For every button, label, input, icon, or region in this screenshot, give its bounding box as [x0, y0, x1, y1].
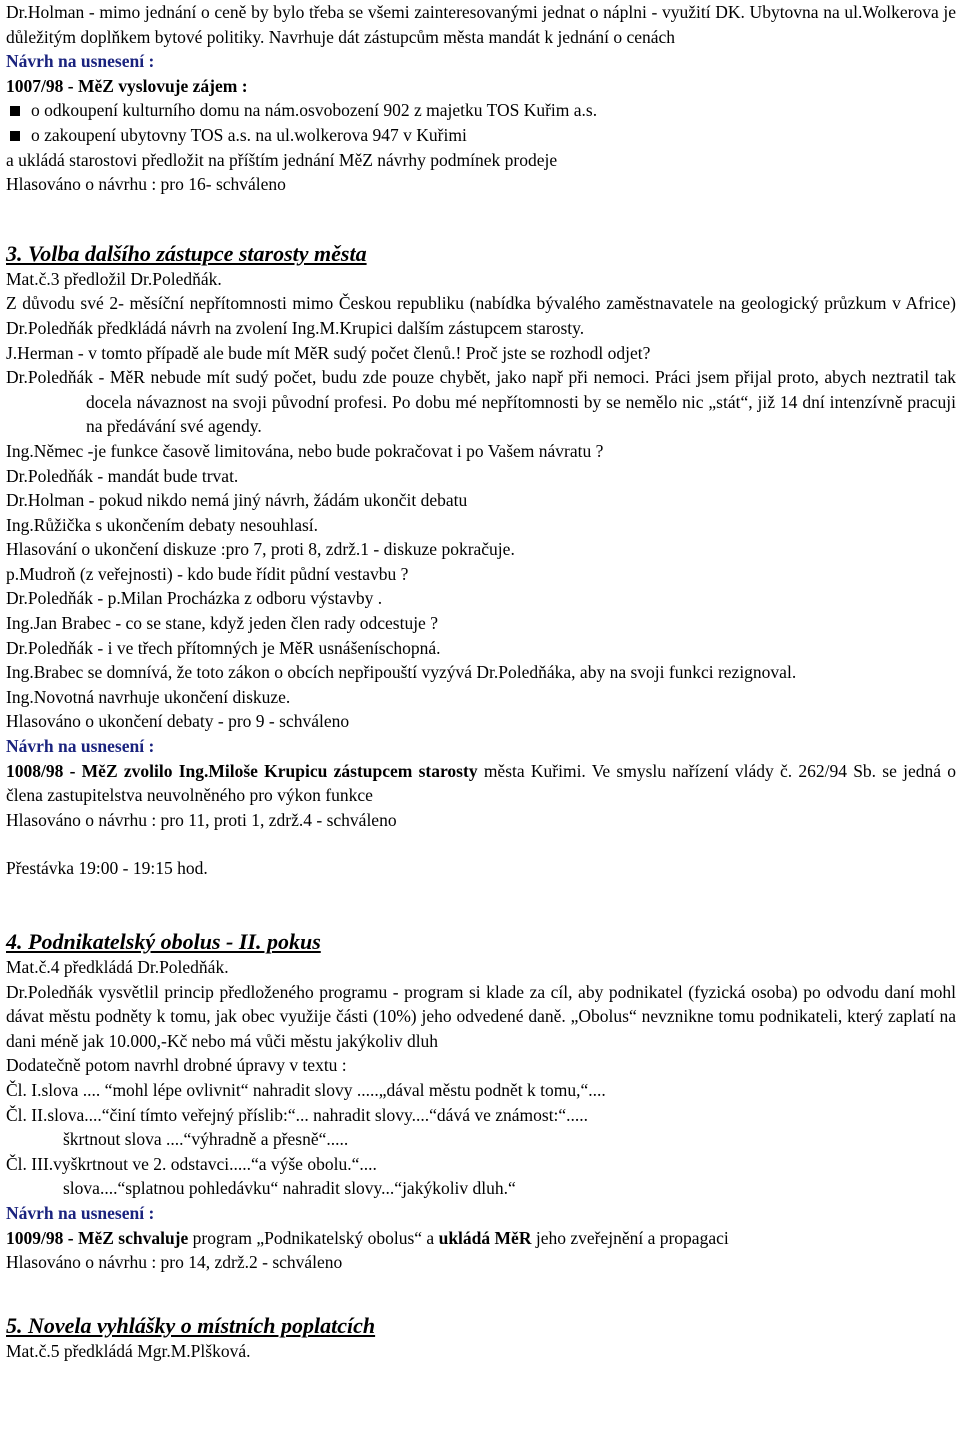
resolution-1007: 1007/98 - MěZ vyslovuje zájem :: [6, 75, 248, 96]
section-4-heading: 4. Podnikatelský obolus - II. pokus: [6, 929, 321, 954]
holman-statement: Dr.Holman - mimo jednání o ceně by bylo třeba se všemi zainteresovanými jednat o náplni - využití DK. Ubytovna na ul.Wolkerova je důležitým doplňkem bytové politiky. Navrhuje dát zástupcům města mandát k jednání o cenách: [6, 2, 956, 47]
resolution-1009-part4: jeho zveřejnění a propagaci: [531, 1227, 729, 1248]
article-change: Čl. III.vyškrtnout ve 2. odstavci.....“a výše obolu.“....: [6, 1153, 377, 1174]
vote-result: Hlasováno o návrhu : pro 11, proti 1, zdrž.4 - schváleno: [6, 809, 397, 830]
discussion-line: Ing.Jan Brabec - co se stane, když jeden člen rady odcestuje ?: [6, 613, 438, 634]
resolution-proposal-label: Návrh na usnesení :: [6, 1202, 155, 1223]
discussion-line: J.Herman - v tomto případě ale bude mít MěR sudý počet členů.! Proč jste se rozhodl odjet?: [6, 342, 651, 363]
break-note: Přestávka 19:00 - 19:15 hod.: [6, 858, 208, 879]
bullet-item: [6, 98, 956, 123]
document-page: [6, 0, 956, 1363]
resolution-proposal-label: Návrh na usnesení :: [6, 51, 155, 72]
article-change: Čl. I.slova .... “mohl lépe ovlivnit“ nahradit slovy .....„dával městu podnět k tomu,“....: [6, 1079, 606, 1100]
square-bullet-icon: [10, 131, 20, 141]
resolution-1008-rest: města Kuřimi. Ve smyslu nařízení vlády č. 262/94 Sb. se jedná o člena zastupitelstva neuvolněného pro výkon funkce: [6, 760, 956, 806]
bullet-text: o zakoupení ubytovny TOS a.s. na ul.wolkerova 947 v Kuřimi: [31, 124, 467, 145]
discussion-line: Ing.Němec -je funkce časově limitována, nebo bude pokračovat i po Vašem návratu ?: [6, 440, 604, 461]
discussion-line: Dr.Holman - pokud nikdo nemá jiný návrh, žádám ukončit debatu: [6, 490, 468, 511]
bullet-item: [6, 123, 956, 148]
discussion-line: p.Mudroň (z veřejnosti) - kdo bude řídit půdní vestavbu ?: [6, 563, 409, 584]
bullet-text: o odkoupení kulturního domu na nám.osvobození 902 z majetku TOS Kuřim a.s.: [31, 100, 598, 121]
resolution-proposal-label: Návrh na usnesení :: [6, 736, 155, 757]
resolution-1009: [6, 1226, 956, 1251]
resolution-1009-part3: ukládá MěR: [438, 1227, 532, 1248]
resolution-1008-bold: 1008/98 - MěZ zvolilo Ing.Miloše Krupicu zástupcem starosty: [6, 760, 478, 781]
article-change: slova....“splatnou pohledávku“ nahradit slovy...“jakýkoliv dluh.“: [63, 1178, 516, 1199]
discussion-line: Dr.Poledňák - i ve třech přítomných je MěR usnášeníschopná.: [6, 637, 441, 658]
explanation-paragraph: Dr.Poledňák vysvětlil princip předloženého programu - program si klade za cíl, aby podnikatel (fyzická osoba) po odvodu daní mohl dávat městu podněty k tomu, jak obec využije části (10%) jeho odvedené daně. „Obolus“ nevznikne tomu podnikateli, který zaplatí na dani méně jak 10.000,-Kč nebo má vůči městu jakýkoliv dluh: [6, 981, 956, 1051]
discussion-line: Dr.Poledňák - p.Milan Procházka z odboru výstavby .: [6, 588, 383, 609]
vote-result: Hlasováno o návrhu : pro 16- schváleno: [6, 174, 286, 195]
resolution-1008: [6, 759, 956, 808]
reason-paragraph: Z důvodu své 2- měsíční nepřítomnosti mimo Českou republiku (nabídka bývalého zaměstnavatele na geologický průzkum v Africe) Dr.Poledňák předkládá návrh na zvolení Ing.M.Krupici dalším zástupcem starosty.: [6, 293, 956, 338]
square-bullet-icon: [10, 106, 20, 116]
discussion-line: Hlasováno o ukončení debaty - pro 9 - schváleno: [6, 711, 350, 732]
additional-note: Dodatečně potom navrhl drobné úpravy v textu :: [6, 1055, 347, 1076]
material-note: Mat.č.3 předložil Dr.Poledňák.: [6, 268, 222, 289]
resolution-task: a ukládá starostovi předložit na příštím jednání MěZ návrhy podmínek prodeje: [6, 149, 558, 170]
section-3-heading: 3. Volba dalšího zástupce starosty města: [6, 240, 367, 266]
material-note: Mat.č.5 předkládá Mgr.M.Plšková.: [6, 1340, 251, 1361]
vote-result: Hlasováno o návrhu : pro 14, zdrž.2 - schváleno: [6, 1252, 343, 1273]
discussion-line: Dr.Poledňák - MěR nebude mít sudý počet, budu zde pouze chybět, jako např při nemoci. Práci jsem přijal proto, abych neztratil tak docela návaznost na svoji původní profesi. Po dobu mé nepřítomnosti by se nemělo nic „stát“, již 14 dní intenzívně pracuji na předávání své agendy.: [6, 367, 956, 437]
discussion-line: Ing.Novotná navrhuje ukončení diskuze.: [6, 686, 291, 707]
discussion-line: Hlasování o ukončení diskuze :pro 7, proti 8, zdrž.1 - diskuze pokračuje.: [6, 539, 515, 560]
discussion-line: Ing.Růžička s ukončením debaty nesouhlasí.: [6, 514, 319, 535]
section-5-heading: 5. Novela vyhlášky o místních poplatcích: [6, 1312, 376, 1338]
material-note: Mat.č.4 předkládá Dr.Poledňák.: [6, 957, 229, 977]
resolution-1009-part2: program „Podnikatelský obolus“ a: [188, 1227, 439, 1248]
article-change: škrtnout slova ....“výhradně a přesně“.....: [63, 1129, 349, 1150]
discussion-line: Dr.Poledňák - mandát bude trvat.: [6, 465, 239, 486]
discussion-line: Ing.Brabec se domnívá, že toto zákon o obcích nepřipouští vyzývá Dr.Poledňáka, aby na svoji funkci rezignoval.: [6, 662, 797, 683]
resolution-1009-part1: 1009/98 - MěZ schvaluje: [6, 1227, 189, 1248]
article-change: Čl. II.slova....“činí tímto veřejný příslib:“... nahradit slovy....“dává ve známost:“.....: [6, 1104, 589, 1125]
